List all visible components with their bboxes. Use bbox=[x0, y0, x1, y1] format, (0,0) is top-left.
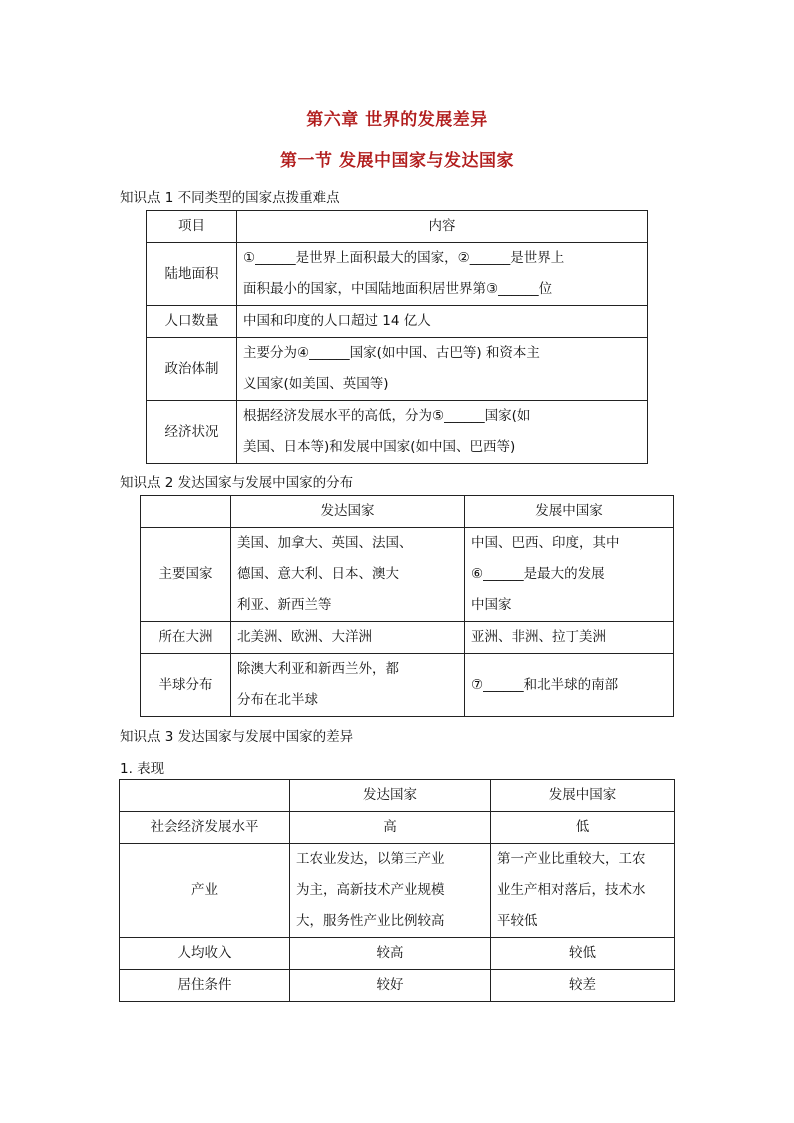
kp2-heading: 知识点 2 发达国家与发展中国家的分布 bbox=[120, 475, 354, 491]
cell-line: 平较低 bbox=[497, 913, 538, 929]
row-label: 陆地面积 bbox=[147, 243, 237, 306]
developing-cell: 较差 bbox=[491, 970, 675, 1002]
cell-line: 大，服务性产业比例较高 bbox=[296, 913, 445, 929]
table-row bbox=[147, 338, 648, 401]
cell-line: 中国、巴西、印度，其中 bbox=[471, 535, 620, 551]
header-cell: 内容 bbox=[237, 211, 648, 243]
cell-line: 为主，高新技术产业规模 bbox=[296, 882, 445, 898]
developing-cell bbox=[491, 844, 675, 938]
cell-line: 美国、加拿大、英国、法国、 bbox=[237, 535, 413, 551]
kp1-heading: 知识点 1 不同类型的国家点拨重难点 bbox=[120, 190, 340, 206]
table-row bbox=[120, 938, 675, 970]
header-cell: 发展中国家 bbox=[491, 780, 675, 812]
table-row bbox=[141, 622, 674, 654]
row-label: 政治体制 bbox=[147, 338, 237, 401]
content-cell bbox=[237, 401, 648, 464]
cell-line: 面积最小的国家，中国陆地面积居世界第③______位 bbox=[243, 281, 553, 297]
header-cell bbox=[120, 780, 290, 812]
table-row bbox=[120, 844, 675, 938]
cell-line: 美国、日本等)和发展中国家(如中国、巴西等) bbox=[243, 439, 516, 455]
header-cell: 发展中国家 bbox=[465, 496, 674, 528]
content-cell bbox=[237, 243, 648, 306]
developed-cell bbox=[290, 844, 491, 938]
developing-cell: 低 bbox=[491, 812, 675, 844]
row-label: 半球分布 bbox=[141, 654, 231, 717]
cell-line: ⑥______是最大的发展 bbox=[471, 566, 605, 582]
developed-cell bbox=[231, 528, 465, 622]
row-label: 主要国家 bbox=[141, 528, 231, 622]
table-header-row bbox=[147, 211, 648, 243]
chapter-title: 第六章 世界的发展差异 bbox=[306, 110, 488, 130]
table-row bbox=[147, 401, 648, 464]
developed-cell bbox=[231, 654, 465, 717]
developing-cell bbox=[465, 654, 674, 717]
cell-line: ①______是世界上面积最大的国家，②______是世界上 bbox=[243, 250, 565, 266]
developed-cell: 高 bbox=[290, 812, 491, 844]
cell-line: 德国、意大利、日本、澳大 bbox=[237, 566, 399, 582]
developing-cell bbox=[465, 622, 674, 654]
developed-cell: 较高 bbox=[290, 938, 491, 970]
table-header-row bbox=[120, 780, 675, 812]
developing-cell: 较低 bbox=[491, 938, 675, 970]
kp3-table bbox=[119, 779, 675, 1002]
cell-line: 中国和印度的人口超过 14 亿人 bbox=[243, 313, 431, 329]
cell-line: ⑦______和北半球的南部 bbox=[471, 676, 619, 693]
kp3-heading: 知识点 3 发达国家与发展中国家的差异 bbox=[120, 729, 354, 745]
developing-cell bbox=[465, 528, 674, 622]
row-label: 产业 bbox=[120, 844, 290, 938]
row-label: 所在大洲 bbox=[141, 622, 231, 654]
content-cell bbox=[237, 338, 648, 401]
table-row bbox=[120, 812, 675, 844]
row-label: 经济状况 bbox=[147, 401, 237, 464]
row-label: 社会经济发展水平 bbox=[120, 812, 290, 844]
kp2-table bbox=[140, 495, 674, 717]
table-row bbox=[141, 654, 674, 717]
kp1-table bbox=[146, 210, 648, 464]
header-cell: 发达国家 bbox=[231, 496, 465, 528]
cell-line: 义国家(如美国、英国等) bbox=[243, 376, 389, 392]
kp3-subheading: 1. 表现 bbox=[120, 761, 165, 777]
cell-line: 根据经济发展水平的高低，分为⑤______国家(如 bbox=[243, 408, 531, 424]
cell-line: 主要分为④______国家(如中国、古巴等) 和资本主 bbox=[243, 345, 540, 361]
table-row bbox=[141, 528, 674, 622]
header-cell: 项目 bbox=[147, 211, 237, 243]
header-cell: 发达国家 bbox=[290, 780, 491, 812]
cell-line: 工农业发达，以第三产业 bbox=[296, 851, 445, 867]
row-label: 居住条件 bbox=[120, 970, 290, 1002]
cell-line: 第一产业比重较大，工农 bbox=[497, 851, 646, 867]
cell-line: 业生产相对落后，技术水 bbox=[497, 882, 646, 898]
table-row bbox=[120, 970, 675, 1002]
table-header-row bbox=[141, 496, 674, 528]
section-title: 第一节 发展中国家与发达国家 bbox=[280, 151, 514, 171]
developed-cell: 较好 bbox=[290, 970, 491, 1002]
cell-line: 中国家 bbox=[471, 597, 512, 613]
developed-cell bbox=[231, 622, 465, 654]
cell-line: 分布在北半球 bbox=[237, 692, 318, 708]
header-cell bbox=[141, 496, 231, 528]
cell-line: 亚洲、非洲、拉丁美洲 bbox=[471, 629, 606, 645]
row-label: 人均收入 bbox=[120, 938, 290, 970]
content-cell bbox=[237, 306, 648, 338]
cell-line: 北美洲、欧洲、大洋洲 bbox=[237, 629, 372, 645]
table-row bbox=[147, 243, 648, 306]
row-label: 人口数量 bbox=[147, 306, 237, 338]
cell-line: 利亚、新西兰等 bbox=[237, 597, 332, 613]
table-row bbox=[147, 306, 648, 338]
cell-line: 除澳大利亚和新西兰外，都 bbox=[237, 661, 399, 677]
